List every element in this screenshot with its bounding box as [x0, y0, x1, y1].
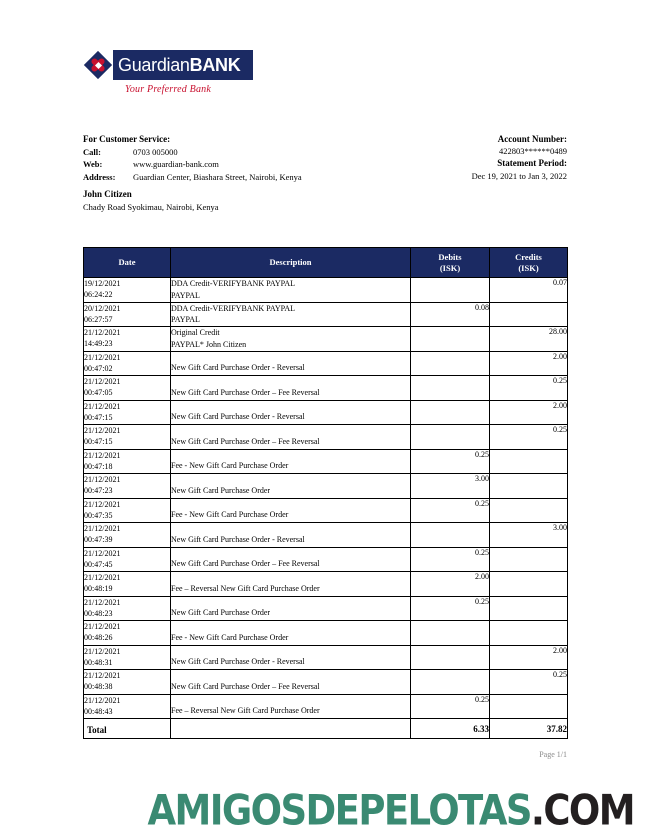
table-row	[84, 596, 568, 621]
transaction-time: 00:47:15	[84, 437, 113, 446]
transaction-time: 00:47:35	[84, 510, 113, 520]
cell-debit: 0.25	[411, 498, 490, 523]
cell-credit	[490, 302, 568, 327]
transaction-date: 21/12/2021	[84, 352, 121, 362]
cell-credit: 3.00	[490, 523, 568, 548]
description-line-1: New Gift Card Purchase Order - Reversal	[171, 412, 305, 422]
column-header-debits-currency: (ISK)	[439, 262, 461, 273]
description-line-1: Fee – Reversal New Gift Card Purchase Order	[171, 583, 320, 593]
table-row	[84, 425, 568, 450]
total-label: Total	[84, 719, 171, 739]
description-line-1: Fee - New Gift Card Purchase Order	[171, 632, 289, 642]
description-line-1: New Gift Card Purchase Order - Reversal	[171, 534, 305, 544]
transaction-time: 00:47:15	[84, 412, 113, 422]
cell-credit	[490, 547, 568, 572]
description-line-1: New Gift Card Purchase Order - Reversal	[171, 657, 305, 667]
cell-description	[171, 474, 411, 499]
address-label: Address:	[83, 171, 116, 182]
table-row	[84, 670, 568, 695]
transaction-date: 21/12/2021	[84, 646, 121, 656]
cell-date	[84, 572, 171, 597]
customer-service-address-row	[83, 171, 302, 183]
cell-debit	[411, 425, 490, 450]
transaction-date: 21/12/2021	[84, 573, 121, 582]
column-header-debits-text: Debits	[438, 252, 462, 262]
cell-debit	[411, 523, 490, 548]
description-line-1: New Gift Card Purchase Order	[171, 485, 271, 495]
customer-service-block	[83, 133, 302, 183]
transaction-time: 00:47:45	[84, 559, 113, 569]
transaction-time: 06:27:57	[84, 314, 113, 324]
cell-debit: 3.00	[411, 474, 490, 499]
table-row	[84, 449, 568, 474]
total-row	[84, 719, 568, 739]
description-line-1: New Gift Card Purchase Order – Fee Reversal	[171, 436, 320, 446]
table-row	[84, 400, 568, 425]
cell-debit	[411, 376, 490, 401]
transaction-time: 00:47:18	[84, 461, 113, 471]
table-row	[84, 621, 568, 646]
statement-period-value: Dec 19, 2021 to Jan 3, 2022	[471, 170, 567, 181]
table-row	[84, 523, 568, 548]
transaction-time: 00:47:23	[84, 486, 113, 495]
description-line-2: PAYPAL* John Citizen	[171, 339, 247, 349]
cell-description	[171, 425, 411, 450]
cell-description	[171, 449, 411, 474]
cell-debit: 0.25	[411, 547, 490, 572]
cell-description	[171, 621, 411, 646]
cell-credit: 0.25	[490, 670, 568, 695]
table-row	[84, 376, 568, 401]
cell-date	[84, 498, 171, 523]
web-value[interactable]: www.guardian-bank.com	[133, 159, 219, 170]
transaction-date: 21/12/2021	[84, 524, 121, 533]
table-row	[84, 694, 568, 719]
customer-service-web-row	[83, 158, 302, 170]
cell-credit: 0.25	[490, 425, 568, 450]
description-line-1: Fee – Reversal New Gift Card Purchase Order	[171, 706, 320, 716]
table-body	[84, 278, 568, 719]
transaction-time: 00:48:31	[84, 657, 113, 667]
column-header-date: Date	[84, 248, 171, 278]
customer-name: John Citizen	[83, 189, 132, 199]
logo-bar	[83, 50, 253, 80]
table-row	[84, 351, 568, 376]
cell-debit	[411, 327, 490, 352]
cell-credit	[490, 572, 568, 597]
table-header	[84, 248, 568, 278]
logo-wordmark	[118, 56, 240, 74]
cell-credit	[490, 694, 568, 719]
table-header-row	[84, 248, 568, 278]
bank-logo	[83, 50, 253, 95]
description-line-1: New Gift Card Purchase Order – Fee Reversal	[171, 559, 320, 569]
watermark	[147, 786, 634, 835]
transaction-time: 06:24:22	[84, 290, 113, 299]
cell-date	[84, 670, 171, 695]
call-value: 0703 005000	[133, 147, 178, 158]
description-line-1: DDA Credit-VERIFYBANK PAYPAL	[171, 303, 296, 313]
transaction-date: 21/12/2021	[84, 548, 121, 558]
description-line-1: Fee - New Gift Card Purchase Order	[171, 510, 289, 520]
column-header-description: Description	[171, 248, 411, 278]
account-number-label: Account Number:	[497, 134, 567, 144]
cell-description	[171, 302, 411, 327]
logo-tagline: Your Preferred Bank	[124, 84, 212, 95]
cell-debit	[411, 670, 490, 695]
table-row	[84, 547, 568, 572]
cell-date	[84, 621, 171, 646]
logo-emblem-icon	[83, 50, 113, 80]
watermark-tld: .COM	[530, 786, 634, 835]
cell-description	[171, 327, 411, 352]
total-spacer	[171, 719, 411, 739]
customer-service-title: For Customer Service:	[83, 134, 171, 144]
cell-debit: 0.25	[411, 694, 490, 719]
cell-credit: 28.00	[490, 327, 568, 352]
cell-debit	[411, 645, 490, 670]
transaction-date: 21/12/2021	[84, 671, 121, 680]
address-value: Guardian Center, Biashara Street, Nairobi, Kenya	[133, 171, 302, 182]
cell-description	[171, 694, 411, 719]
logo-name-bold: BANK	[189, 55, 241, 75]
description-line-2: PAYPAL	[171, 290, 200, 300]
transaction-date: 19/12/2021	[84, 279, 121, 288]
logo-name-light: Guardian	[118, 55, 190, 75]
description-line-1: Original Credit	[171, 328, 220, 337]
transaction-time: 00:47:05	[84, 388, 113, 397]
cell-debit: 0.25	[411, 449, 490, 474]
transaction-time: 00:48:23	[84, 608, 113, 618]
table-row	[84, 474, 568, 499]
cell-credit: 2.00	[490, 351, 568, 376]
transaction-time: 00:48:19	[84, 584, 113, 593]
transaction-time: 14:49:23	[84, 339, 113, 348]
watermark-main: AMIGOSDEPELOTAS	[147, 786, 531, 835]
transaction-date: 21/12/2021	[84, 475, 121, 484]
cell-date	[84, 327, 171, 352]
cell-credit: 2.00	[490, 645, 568, 670]
cell-date	[84, 645, 171, 670]
transaction-time: 00:48:43	[84, 706, 113, 716]
cell-description	[171, 351, 411, 376]
description-line-1: DDA Credit-VERIFYBANK PAYPAL	[171, 279, 296, 288]
description-line-1: Fee - New Gift Card Purchase Order	[171, 461, 289, 471]
cell-credit	[490, 474, 568, 499]
table-row	[84, 327, 568, 352]
transaction-time: 00:48:26	[84, 633, 113, 642]
transaction-date: 21/12/2021	[84, 426, 121, 435]
description-line-2: PAYPAL	[171, 315, 200, 325]
cell-date	[84, 302, 171, 327]
cell-debit	[411, 400, 490, 425]
transaction-time: 00:48:38	[84, 682, 113, 691]
table-row	[84, 302, 568, 327]
transaction-time: 00:47:39	[84, 535, 113, 544]
cell-date	[84, 694, 171, 719]
cell-date	[84, 474, 171, 499]
description-line-1: New Gift Card Purchase Order – Fee Reversal	[171, 387, 320, 397]
cell-description	[171, 278, 411, 303]
description-line-1: New Gift Card Purchase Order - Reversal	[171, 363, 305, 373]
column-header-credits-text: Credits	[515, 252, 542, 262]
cell-description	[171, 547, 411, 572]
cell-description	[171, 376, 411, 401]
transactions-table	[83, 247, 568, 739]
cell-description	[171, 572, 411, 597]
customer-service-call-row	[83, 146, 302, 158]
cell-date	[84, 376, 171, 401]
description-line-1: New Gift Card Purchase Order – Fee Reversal	[171, 681, 320, 691]
cell-debit	[411, 621, 490, 646]
total-debits: 6.33	[411, 719, 490, 739]
cell-credit	[490, 596, 568, 621]
cell-description	[171, 645, 411, 670]
page-number: Page 1/1	[539, 750, 567, 759]
description-line-1: New Gift Card Purchase Order	[171, 608, 271, 618]
cell-description	[171, 670, 411, 695]
transaction-date: 21/12/2021	[84, 377, 121, 386]
cell-credit: 2.00	[490, 400, 568, 425]
cell-date	[84, 449, 171, 474]
total-credits: 37.82	[490, 719, 568, 739]
cell-credit	[490, 498, 568, 523]
call-label: Call:	[83, 147, 101, 158]
table-row	[84, 645, 568, 670]
cell-date	[84, 596, 171, 621]
transaction-date: 21/12/2021	[84, 622, 121, 631]
customer-block	[83, 188, 219, 213]
transaction-time: 00:47:02	[84, 363, 113, 373]
cell-date	[84, 278, 171, 303]
cell-credit: 0.25	[490, 376, 568, 401]
cell-debit: 2.00	[411, 572, 490, 597]
cell-credit: 0.07	[490, 278, 568, 303]
table-row	[84, 572, 568, 597]
cell-credit	[490, 449, 568, 474]
cell-description	[171, 596, 411, 621]
table-row	[84, 498, 568, 523]
cell-debit: 0.08	[411, 302, 490, 327]
account-number-value: 422803******0489	[499, 146, 567, 157]
cell-date	[84, 425, 171, 450]
cell-debit: 0.25	[411, 596, 490, 621]
cell-debit	[411, 278, 490, 303]
cell-date	[84, 351, 171, 376]
cell-description	[171, 400, 411, 425]
transaction-date: 21/12/2021	[84, 401, 121, 411]
cell-date	[84, 523, 171, 548]
account-details-block	[472, 133, 567, 182]
column-header-credits-currency: (ISK)	[518, 262, 539, 273]
transaction-date: 20/12/2021	[84, 303, 121, 313]
statement-period-label: Statement Period:	[497, 158, 567, 169]
cell-debit	[411, 351, 490, 376]
cell-credit	[490, 621, 568, 646]
transaction-date: 21/12/2021	[84, 695, 121, 705]
column-header-debits	[411, 248, 490, 278]
table-row	[84, 278, 568, 303]
transaction-date: 21/12/2021	[84, 328, 121, 337]
transaction-date: 21/12/2021	[84, 450, 121, 460]
transaction-date: 21/12/2021	[84, 499, 121, 509]
cell-date	[84, 547, 171, 572]
column-header-credits	[490, 248, 568, 278]
cell-date	[84, 400, 171, 425]
customer-address: Chady Road Syokimau, Nairobi, Kenya	[83, 201, 219, 212]
transaction-date: 21/12/2021	[84, 597, 121, 607]
web-label: Web:	[83, 159, 103, 170]
cell-description	[171, 498, 411, 523]
cell-description	[171, 523, 411, 548]
table-footer	[84, 719, 568, 739]
